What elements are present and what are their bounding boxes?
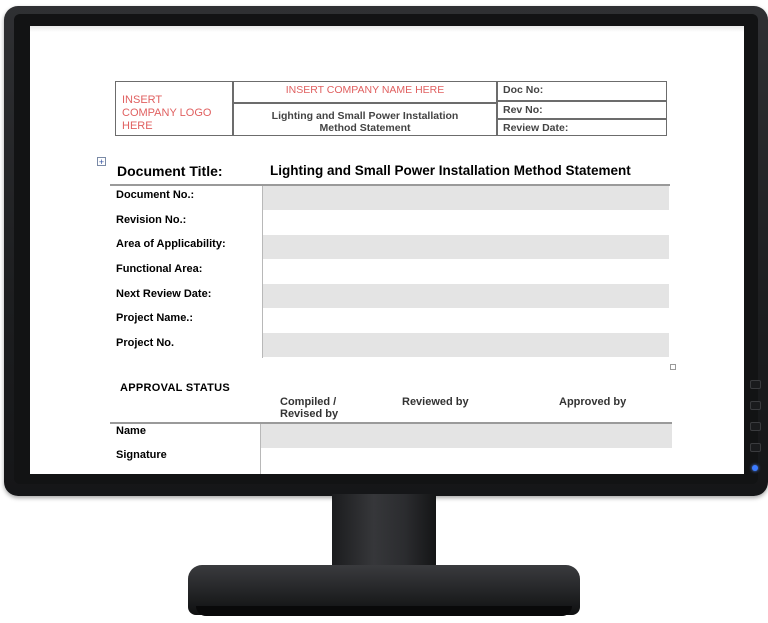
logo-line-2: COMPANY LOGO (122, 107, 212, 119)
field-label-project-name: Project Name.: (116, 312, 194, 324)
header-document-title (233, 103, 497, 136)
approval-status-heading: APPROVAL STATUS (120, 382, 231, 394)
monitor-down-button[interactable] (750, 422, 761, 431)
monitor-screen (30, 26, 744, 474)
company-name-placeholder: INSERT COMPANY NAME HERE (233, 81, 497, 103)
field-value-project-no[interactable] (263, 333, 669, 357)
review-date-cell: Review Date: (497, 119, 667, 136)
approval-row-signature-label: Signature (116, 449, 167, 461)
field-value-next-review-date[interactable] (263, 284, 669, 308)
approval-row-name-value[interactable] (261, 424, 672, 448)
field-value-document-no[interactable] (263, 186, 669, 210)
monitor-frame (4, 6, 768, 496)
field-value-area-of-applicability[interactable] (263, 235, 669, 259)
field-label-next-review-date: Next Review Date: (116, 288, 212, 300)
column-approved-by: Approved by (559, 396, 627, 408)
field-label-revision-no: Revision No.: (116, 214, 187, 226)
monitor-stand-base-rim (196, 606, 572, 616)
approval-row-signature-value[interactable] (261, 448, 672, 474)
field-value-revision-no[interactable] (263, 210, 669, 234)
column-compiled-revised-by (280, 396, 338, 420)
document-title-value: Lighting and Small Power Installation Method Statement (270, 163, 631, 178)
monitor-menu-button[interactable] (750, 380, 761, 389)
logo-line-3: HERE (122, 120, 153, 132)
table-resize-handle[interactable] (670, 364, 676, 370)
field-value-functional-area[interactable] (263, 259, 669, 283)
field-label-functional-area: Functional Area: (116, 263, 203, 275)
rev-no-cell: Rev No: (497, 101, 667, 119)
power-led-icon[interactable] (752, 465, 758, 471)
column-reviewed-by: Reviewed by (402, 396, 469, 408)
monitor-input-button[interactable] (750, 443, 761, 452)
logo-line-1: INSERT (122, 94, 163, 106)
field-label-project-no: Project No. (116, 337, 175, 349)
column-compiled-line-1: Compiled / (280, 396, 337, 408)
method-statement-document (30, 26, 744, 474)
monitor-up-button[interactable] (750, 401, 761, 410)
field-label-document-no: Document No.: (116, 189, 195, 201)
table-move-handle-icon[interactable]: + (98, 157, 105, 167)
document-title-label: Document Title: (117, 163, 223, 179)
field-value-project-name[interactable] (263, 308, 669, 332)
approval-row-name-label: Name (116, 425, 146, 437)
field-label-area-of-applicability: Area of Applicability: (116, 238, 226, 250)
company-logo-placeholder (115, 81, 233, 136)
header-title-line-2: Method Statement (319, 122, 411, 134)
doc-no-cell: Doc No: (497, 81, 667, 101)
column-compiled-line-2: Revised by (280, 408, 339, 420)
header-title-line-1: Lighting and Small Power Installation (271, 110, 459, 122)
